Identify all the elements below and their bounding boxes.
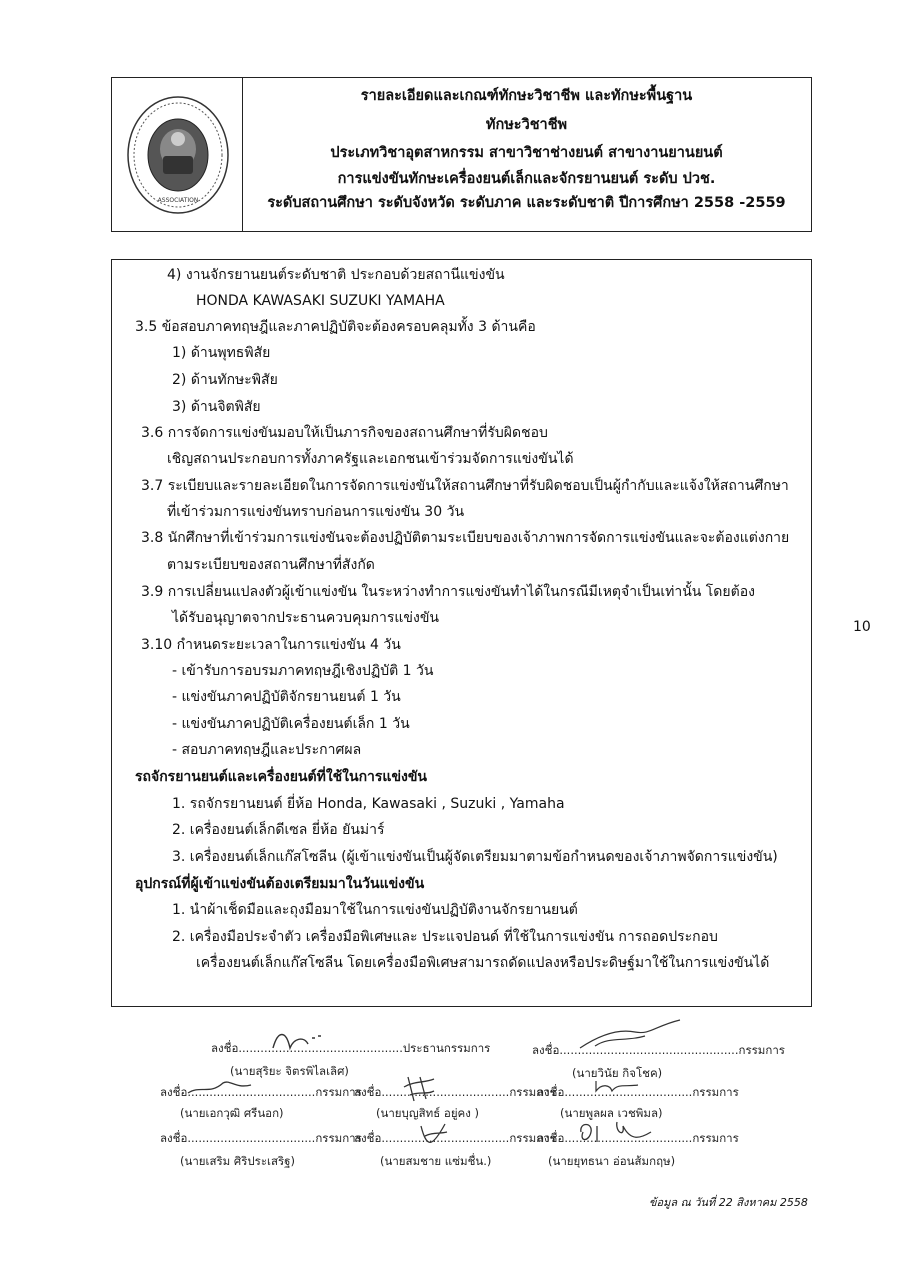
- signatory-name: (นายเอกวุฒิ ศรีนอก): [180, 1106, 284, 1120]
- signature-line: ลงชื่อ...................................กรรมการ: [160, 1085, 362, 1099]
- signature-line: ลงชื่อ...................................กรรมการ: [537, 1085, 739, 1099]
- section-heading-equipment: อุปกรณ์ที่ผู้เข้าแข่งขันต้องเตรียมมาในวันแข่งขัน: [135, 876, 425, 892]
- body-line: 4) งานจักรยานยนต์ระดับชาติ ประกอบด้วยสถานีแข่งขัน: [167, 267, 505, 283]
- signatory-name: (นายบุญสิทธ์ อยู่คง ): [376, 1106, 480, 1120]
- body-line: 2. เครื่องมือประจำตัว เครื่องมือพิเศษและ ประแจปอนด์ ที่ใช้ในการแข่งขัน การถอดประกอบ: [172, 929, 718, 945]
- body-line: 3.8 นักศึกษาที่เข้าร่วมการแข่งขันจะต้องปฏิบัติตามระเบียบของเจ้าภาพการจัดการแข่งขันและจะต้องแต่งกาย: [141, 530, 790, 546]
- footer-date-note: ข้อมูล ณ วันที่ 22 สิงหาคม 2558: [649, 1196, 808, 1209]
- body-line: 3.10 กำหนดระยะเวลาในการแข่งขัน 4 วัน: [141, 637, 401, 653]
- body-line: ได้รับอนุญาตจากประธานควบคุมการแข่งขัน: [172, 610, 439, 626]
- page-number: 10: [853, 619, 871, 635]
- body-line: ที่เข้าร่วมการแข่งขันทราบก่อนการแข่งขัน 30 วัน: [167, 504, 465, 520]
- association-seal-logo: [126, 94, 230, 216]
- body-line: - สอบภาคทฤษฎีและประกาศผล: [172, 742, 362, 758]
- body-line: 3) ด้านจิตพิสัย: [172, 399, 261, 415]
- signature-line-secretary: ลงชื่อ...................................กรรมการ: [537, 1131, 739, 1145]
- body-line: ตามระเบียบของสถานศึกษาที่สังกัด: [167, 557, 375, 573]
- handwritten-signature: [575, 1118, 655, 1150]
- header-title-line-2: ทักษะวิชาชีพ: [485, 117, 568, 133]
- body-line: 1. รถจักรยานยนต์ ยี่ห้อ Honda, Kawasaki , Suzuki , Yamaha: [172, 796, 565, 812]
- signatory-name: (นายพูลผล เวชพิมล): [560, 1106, 663, 1120]
- svg-text:ASSOCIATION: ASSOCIATION: [157, 197, 199, 204]
- body-line: 1. นำผ้าเช็ดมือและถุงมือมาใช้ในการแข่งขันปฏิบัติงานจักรยานยนต์: [172, 902, 578, 918]
- header-title-line-5: ระดับสถานศึกษา ระดับจังหวัด ระดับภาค และระดับชาติ ปีการศึกษา 2558 -2559: [267, 195, 786, 211]
- body-line: - แข่งขันภาคปฏิบัติเครื่องยนต์เล็ก 1 วัน: [172, 716, 410, 732]
- header-title-line-3: ประเภทวิชาอุตสาหกรรม สาขาวิชาช่างยนต์ สาขางานยานยนต์: [330, 145, 723, 161]
- signature-line: ลงชื่อ...................................กรรมการ: [354, 1085, 556, 1099]
- body-line: 1) ด้านพุทธพิสัย: [172, 345, 271, 361]
- signatory-name: (นายวินัย กิจโชค): [572, 1066, 663, 1080]
- body-line: 3.9 การเปลี่ยนแปลงตัวผู้เข้าแข่งขัน ในระหว่างทำการแข่งขันทำได้ในกรณีมีเหตุจำเป็นเท่านั้น โดยต้อง: [141, 584, 755, 600]
- body-line: - เข้ารับการอบรมภาคทฤษฎีเชิงปฏิบัติ 1 วัน: [172, 663, 434, 679]
- body-line: 3.6 การจัดการแข่งขันมอบให้เป็นภารกิจของสถานศึกษาที่รับผิดชอบ: [141, 425, 548, 441]
- signature-line-chair: ลงชื่อ.............................................ประธานกรรมการ: [211, 1041, 491, 1055]
- handwritten-signature: [400, 1073, 440, 1105]
- body-line: 3.5 ข้อสอบภาคทฤษฎีและภาคปฏิบัติจะต้องครอบคลุมทั้ง 3 ด้านคือ: [135, 319, 536, 335]
- logo-cell: [112, 78, 243, 231]
- handwritten-signature: [592, 1075, 642, 1097]
- handwritten-signature: [185, 1075, 255, 1100]
- signatory-name: (นายยุทธนา อ่อนส้มกฤษ): [548, 1154, 676, 1168]
- signatory-name: (นายสมชาย แซ่มชื่น.): [380, 1154, 492, 1168]
- body-line: เครื่องยนต์เล็กแก๊สโซลีน โดยเครื่องมือพิเศษสามารถดัดแปลงหรือประดิษฐ์มาใช้ในการแข่งขันได้: [196, 955, 770, 971]
- handwritten-signature: [575, 1018, 685, 1058]
- signature-line: ลงชื่อ.................................................กรรมการ: [532, 1043, 785, 1057]
- body-line: - แข่งขันภาคปฏิบัติจักรยานยนต์ 1 วัน: [172, 689, 401, 705]
- body-line: 2. เครื่องยนต์เล็กดีเซล ยี่ห้อ ยันม่าร์: [172, 822, 385, 838]
- header-title-line-4: การแข่งขันทักษะเครื่องยนต์เล็กและจักรยานยนต์ ระดับ ปวช.: [337, 171, 716, 187]
- signatory-name: (นายสุริยะ จิตรพิไลเลิศ): [230, 1064, 349, 1078]
- header-box: [111, 77, 812, 232]
- signatory-name: (นายเสริม ศิริประเสริฐ): [180, 1154, 295, 1168]
- body-line: 2) ด้านทักษะพิสัย: [172, 372, 278, 388]
- header-title-line-1: รายละเอียดและเกณฑ์ทักษะวิชาชีพ และทักษะพื้นฐาน: [360, 88, 693, 104]
- body-line: เชิญสถานประกอบการทั้งภาครัฐและเอกชนเข้าร่วมจัดการแข่งขันได้: [167, 451, 574, 467]
- body-line: 3.7 ระเบียบและรายละเอียดในการจัดการแข่งขันให้สถานศึกษาที่รับผิดชอบเป็นผู้กำกับและแจ้งให้สถานศึกษา: [141, 478, 789, 494]
- body-line: 3. เครื่องยนต์เล็กแก๊สโซลีน (ผู้เข้าแข่งขันเป็นผู้จัดเตรียมมาตามข้อกำหนดของเจ้าภาพจัดการแข่งขัน): [172, 849, 778, 865]
- handwritten-signature: [415, 1120, 451, 1150]
- signature-line: ลงชื่อ...................................กรรมการ: [354, 1131, 556, 1145]
- body-line: HONDA KAWASAKI SUZUKI YAMAHA: [196, 293, 445, 309]
- signature-line: ลงชื่อ...................................กรรมการ: [160, 1131, 362, 1145]
- section-heading-vehicles: รถจักรยานยนต์และเครื่องยนต์ที่ใช้ในการแข่งขัน: [135, 769, 427, 785]
- handwritten-signature: [268, 1028, 328, 1058]
